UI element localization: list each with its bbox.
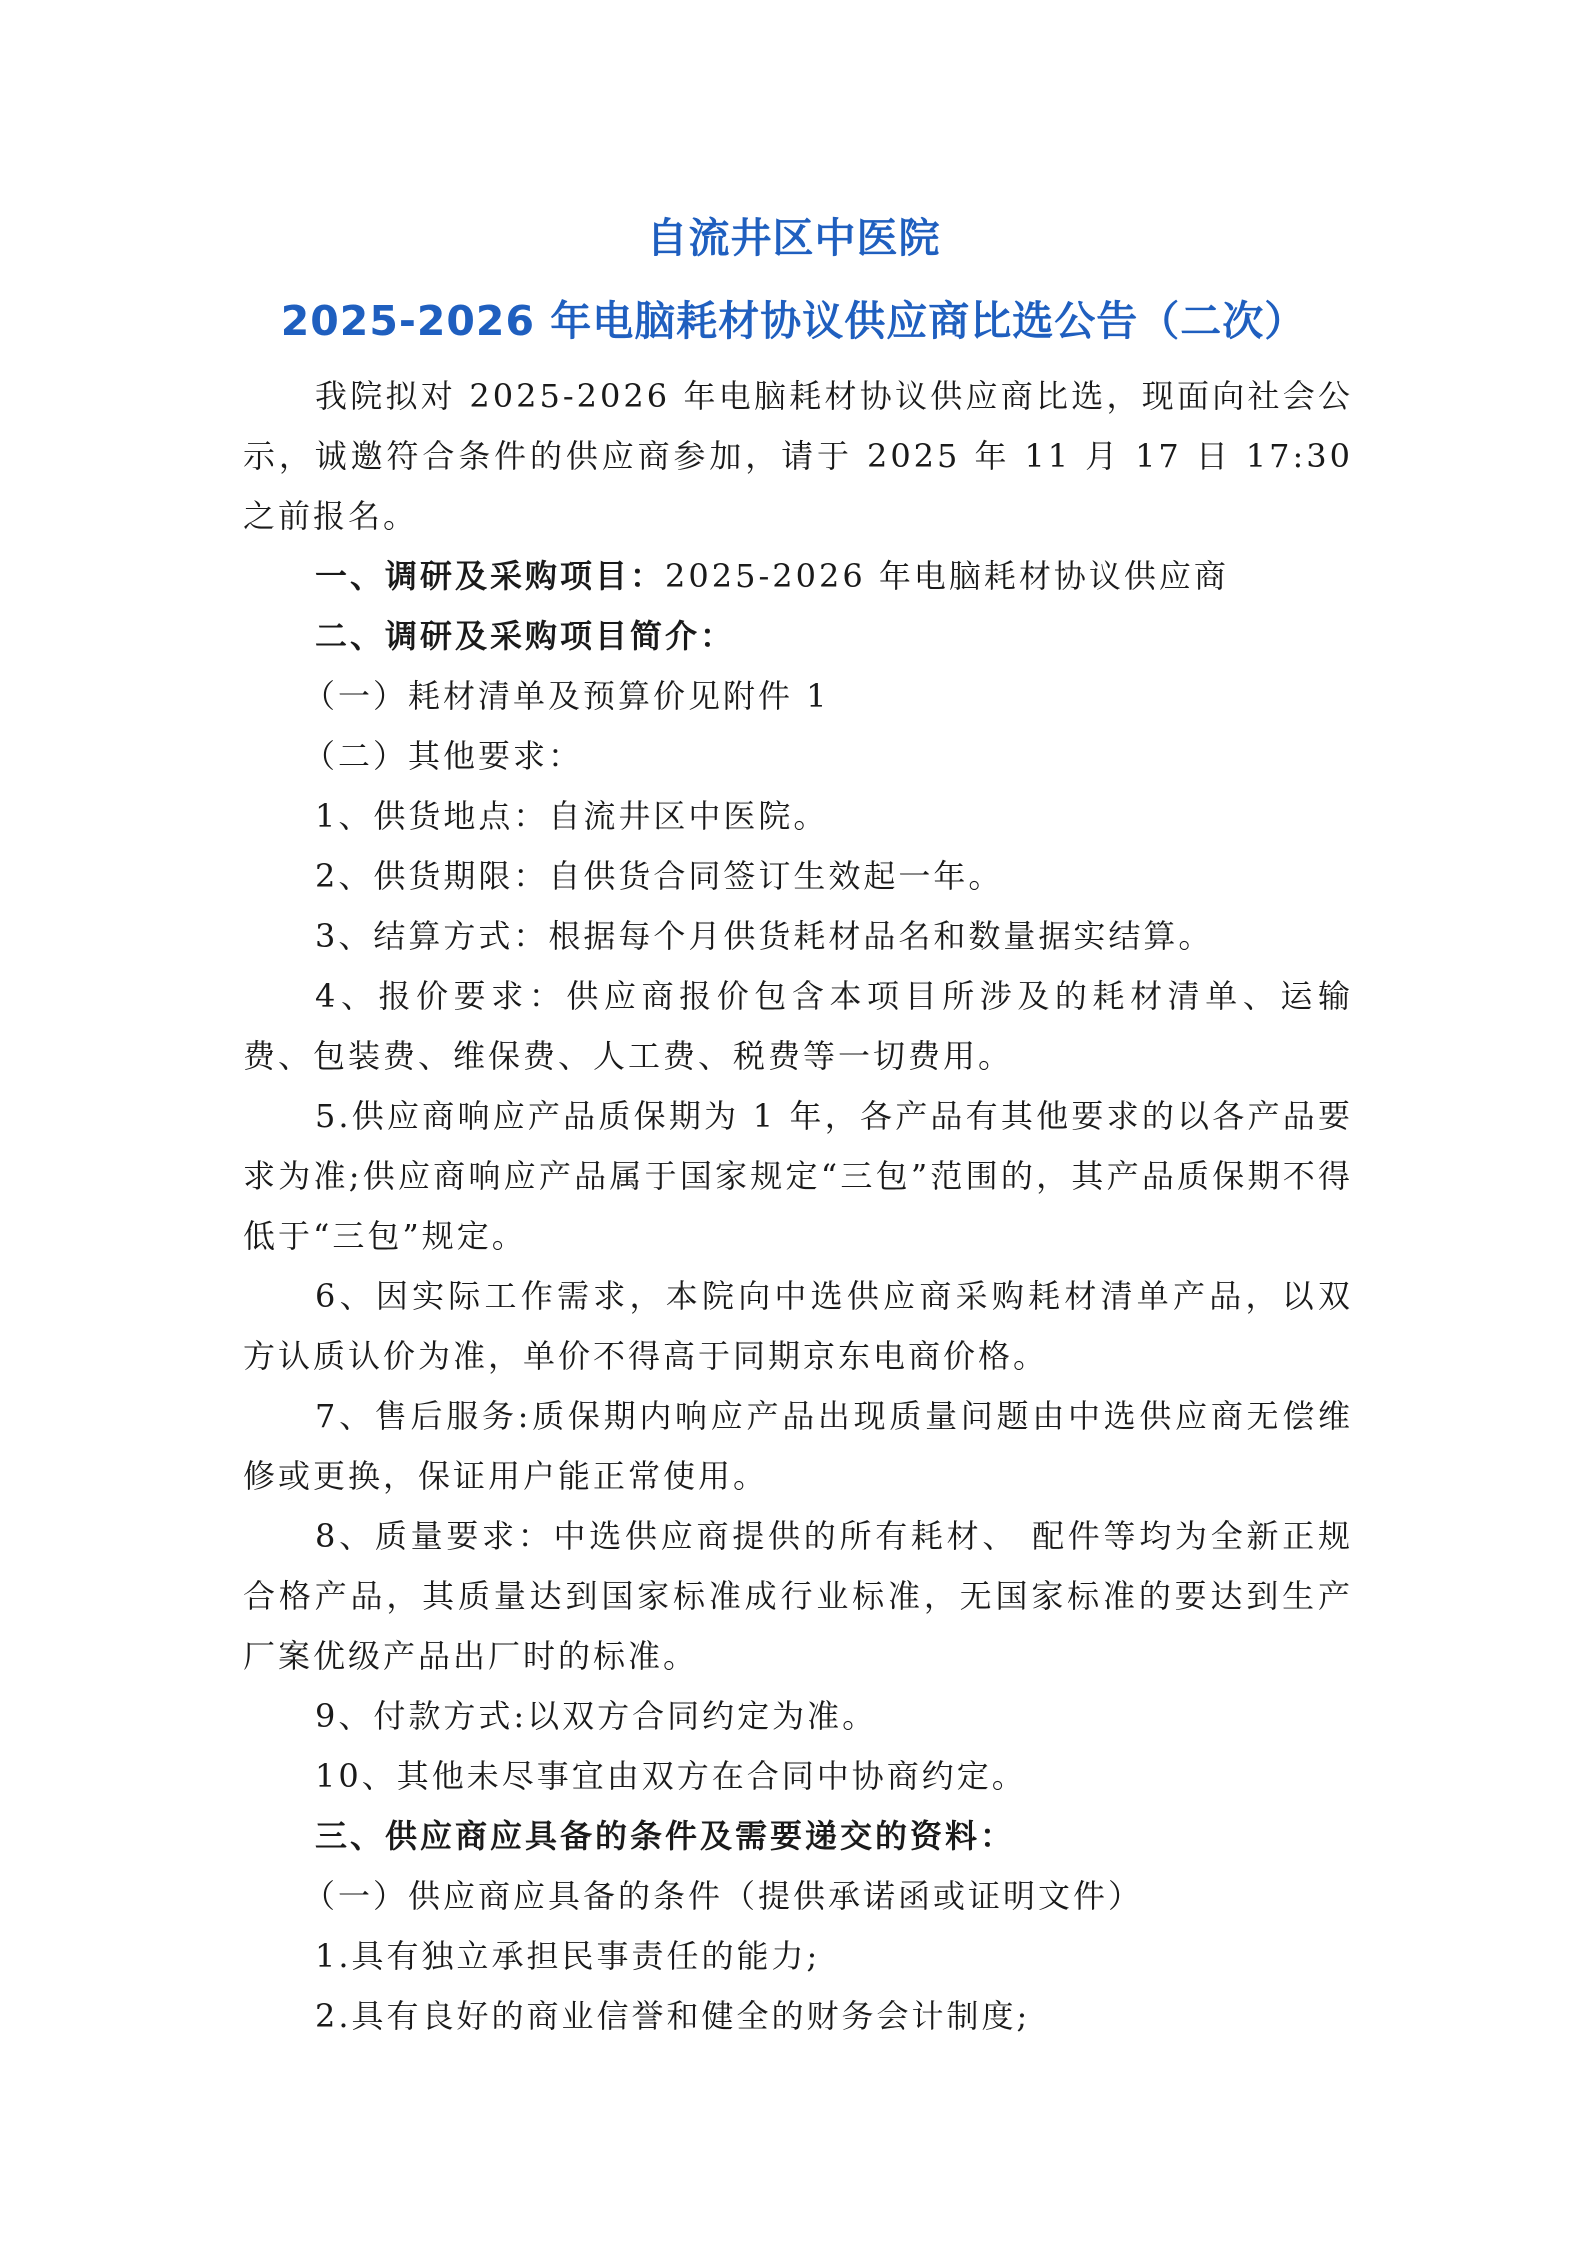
item-4: 4、报价要求：供应商报价包含本项目所涉及的耗材清单、运输费、包装费、维保费、人工费、税费等一切费用。 xyxy=(243,977,1353,1075)
item-2: 2、供货期限：自供货合同签订生效起一年。 xyxy=(315,857,1004,895)
document-title-hospital: 自流井区中医院 xyxy=(646,214,941,262)
item-6: 6、因实际工作需求，本院向中选供应商采购耗材清单产品，以双方认质认价为准，单价不得高于同期京东电商价格。 xyxy=(243,1277,1353,1375)
item-1: 1、供货地点：自流井区中医院。 xyxy=(315,797,829,835)
subsection-3-1: （一）供应商应具备的条件（提供承诺函或证明文件） xyxy=(303,1877,1144,1915)
subsection-1: （一）耗材清单及预算价见附件 1 xyxy=(303,677,830,715)
subsection-2: （二）其他要求： xyxy=(303,737,584,775)
item-7: 7、售后服务:质保期内响应产品出现质量问题由中选供应商无偿维修或更换，保证用户能正常使用。 xyxy=(243,1397,1353,1495)
section-heading-1: 一、调研及采购项目：2025-2026 年电脑耗材协议供应商 xyxy=(315,557,1229,595)
item-9: 9、付款方式:以双方合同约定为准。 xyxy=(315,1697,878,1735)
item-5: 5.供应商响应产品质保期为 1 年，各产品有其他要求的以各产品要求为准;供应商响应产品属于国家规定“三包”范围的，其产品质保期不得低于“三包”规定。 xyxy=(243,1097,1353,1255)
intro-paragraph: 我院拟对 2025-2026 年电脑耗材协议供应商比选，现面向社会公示，诚邀符合条件的供应商参加，请于 2025 年 11 月 17 日 17:30 之前报名。 xyxy=(243,377,1353,535)
item-8: 8、质量要求：中选供应商提供的所有耗材、 配件等均为全新正规合格产品，其质量达到国家标准成行业标准，无国家标准的要达到生产厂案优级产品出厂时的标准。 xyxy=(243,1517,1353,1675)
item-10: 10、其他未尽事宜由双方在合同中协商约定。 xyxy=(315,1757,1027,1795)
document-body xyxy=(243,366,1353,2046)
item-3: 3、结算方式：根据每个月供货耗材品名和数量据实结算。 xyxy=(315,917,1214,955)
condition-1: 1.具有独立承担民事责任的能力; xyxy=(315,1937,821,1975)
section-heading-3: 三、供应商应具备的条件及需要递交的资料： xyxy=(315,1817,1016,1855)
document-title-announcement: 2025-2026 年电脑耗材协议供应商比选公告（二次） xyxy=(280,297,1307,345)
section-heading-2: 二、调研及采购项目简介： xyxy=(315,617,736,655)
condition-2: 2.具有良好的商业信誉和健全的财务会计制度; xyxy=(315,1997,1031,2035)
